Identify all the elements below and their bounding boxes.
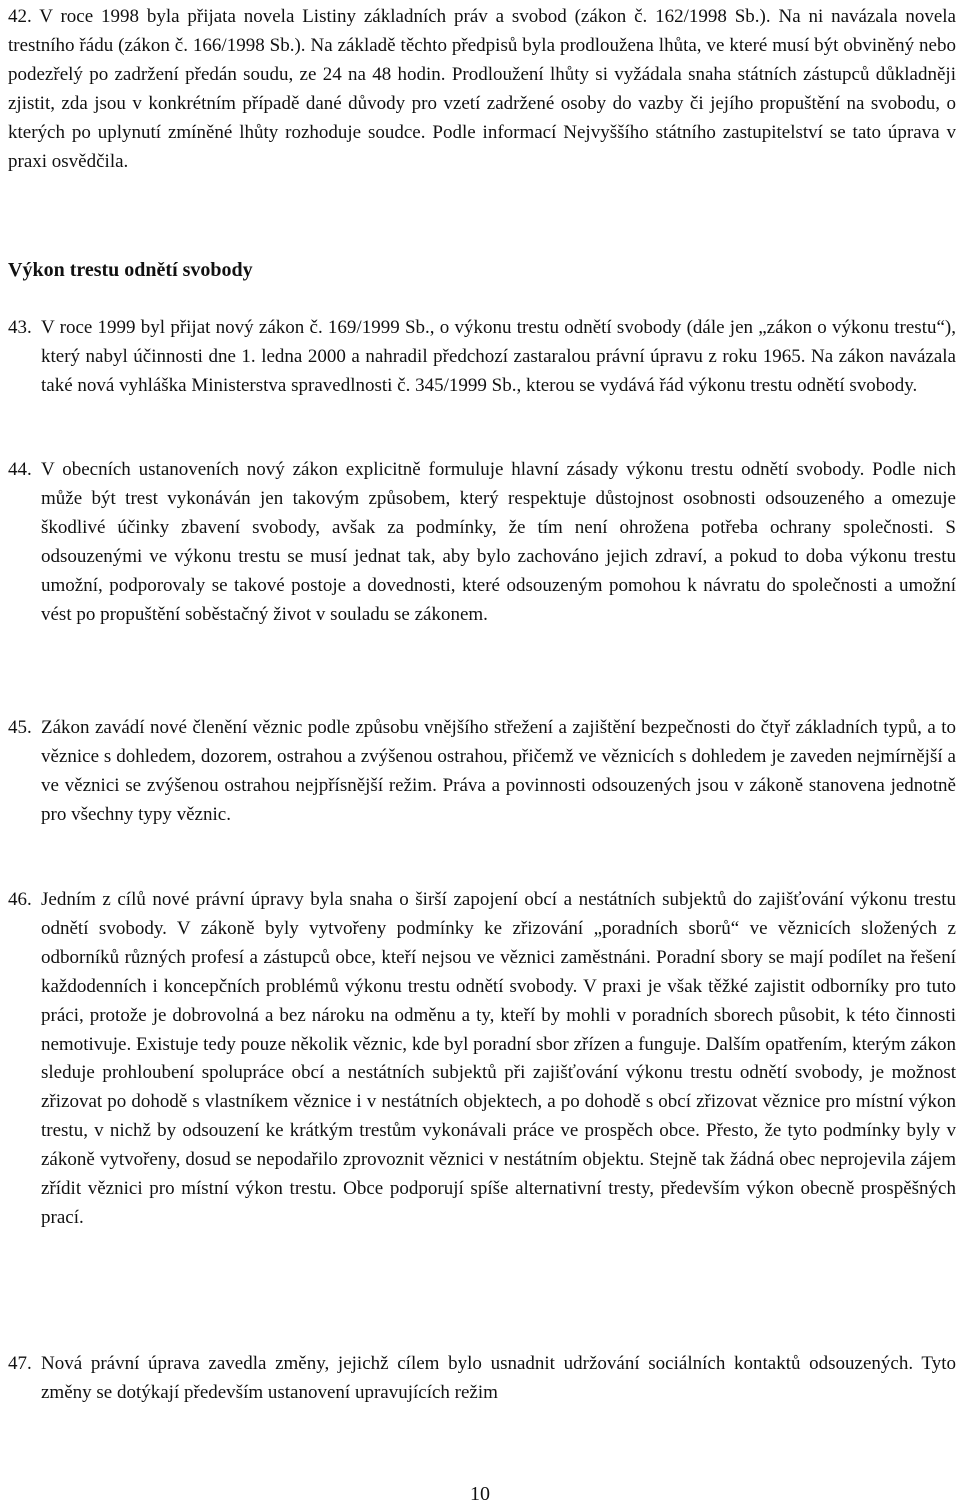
paragraph-number: 44. <box>8 459 32 480</box>
paragraph-47 <box>8 1350 956 1408</box>
paragraph-number: 43. <box>8 317 32 338</box>
paragraph-text: V obecních ustanoveních nový zákon explicitně formuluje hlavní zásady výkonu trestu odnětí svobody. Podle nich může být trest vykonáván jen takovým způsobem, který respektuje důstojnost osobnosti odsouzeného a omezuje škodlivé účinky zbavení svobody, avšak za podmínky, že tím není ohrožena potřeba ochrany společnosti. S odsouzenými ve výkonu trestu se musí jednat tak, aby bylo zachováno jejich zdraví, a pokud to doba výkonu trestu umožní, podporovaly se takové postoje a dovednosti, které odsouzeným pomohou k návratu do společnosti a umožní vést po propuštění soběstačný život v souladu se zákonem. <box>41 459 956 625</box>
paragraph-number: 42. <box>8 6 32 27</box>
paragraph-46 <box>8 886 956 1233</box>
paragraph-text: V roce 1999 byl přijat nový zákon č. 169/1999 Sb., o výkonu trestu odnětí svobody (dále jen „zákon o výkonu trestu“), který nabyl účinnosti dne 1. ledna 2000 a nahradil předchozí zastaralou právní úpravu z roku 1965. Na zákon navázala také nová vyhláška Ministerstva spravedlnosti č. 345/1999 Sb., kterou se vydává řád výkonu trestu odnětí svobody. <box>41 317 956 396</box>
paragraph-43 <box>8 314 956 401</box>
paragraph-text: Nová právní úprava zavedla změny, jejichž cílem bylo usnadnit udržování sociálních kontaktů odsouzených. Tyto změny se dotýkají především ustanovení upravujících režim <box>41 1353 956 1403</box>
page-number: 10 <box>470 1483 490 1505</box>
paragraph-44 <box>8 456 956 629</box>
paragraph-text: Zákon zavádí nové členění věznic podle způsobu vnějšího střežení a zajištění bezpečnosti do čtyř základních typů, a to věznice s dohledem, dozorem, ostrahou a zvýšenou ostrahou, přičemž ve věznicích s dohledem je zaveden nejmírnější a ve věznici se zvýšenou ostrahou nejpřísnější režim. Práva a povinnosti odsouzených jsou v zákoně stanovena jednotně pro všechny typy věznic. <box>41 717 956 825</box>
paragraph-42 <box>8 3 956 176</box>
paragraph-text: V roce 1998 byla přijata novela Listiny základních práv a svobod (zákon č. 162/1998 Sb.). Na ni navázala novela trestního řádu (zákon č. 166/1998 Sb.). Na základě těchto předpisů byla prodloužena lhůta, ve které musí být obviněný nebo podezřelý po zadržení předán soudu, ze 24 na 48 hodin. Prodloužení lhůty si vyžádala snaha státních zástupců důkladněji zjistit, zda jsou v konkrétním případě dané důvody pro vzetí zadržené osoby do vazby či jejího propuštění na svobodu, o kterých po uplynutí zmíněné lhůty rozhoduje soudce. Podle informací Nejvyššího státního zastupitelství se tato úprava v praxi osvědčila. <box>8 6 956 172</box>
section-heading: Výkon trestu odnětí svobody <box>8 259 253 281</box>
paragraph-45 <box>8 714 956 830</box>
paragraph-number: 47. <box>8 1353 32 1374</box>
paragraph-number: 45. <box>8 717 32 738</box>
paragraph-number: 46. <box>8 889 32 910</box>
paragraph-text: Jedním z cílů nové právní úpravy byla snaha o širší zapojení obcí a nestátních subjektů do zajišťování výkonu trestu odnětí svobody. V zákoně byly vytvořeny podmínky ke zřizování „poradních sborů“ ve věznicích složených z odborníků různých profesí a zástupců obce, kteří nejsou ve věznici zaměstnáni. Poradní sbory se mají podílet na řešení každodenních i koncepčních problémů výkonu trestu odnětí svobody. V praxi je však těžké zajistit odborníky pro tuto práci, protože je dobrovolná a bez nároku na odměnu a ty, kteří by mohli v poradních sborech působit, k této činnosti nemotivuje. Existuje tedy pouze několik věznic, kde byl poradní sbor zřízen a funguje. Dalším opatřením, kterým zákon sleduje prohloubení spolupráce obcí a nestátních subjektů při zajišťování výkonu trestu odnětí svobody, je možnost zřizovat po dohodě s vlastníkem věznice i v nestátních objektech, a po dohodě s obcí zřizovat věznice pro místní výkon trestu, v nichž by odsouzení ke krátkým trestům vykonávali práce ve prospěch obce. Přesto, že tyto podmínky byly v zákoně vytvořeny, dosud se nepodařilo zprovoznit věznici v nestátním objektu. Stejně tak žádná obec neprojevila zájem zřídit věznici pro místní výkon trestu. Obce podporují spíše alternativní tresty, především výkon obecně prospěšných prací. <box>41 889 956 1228</box>
